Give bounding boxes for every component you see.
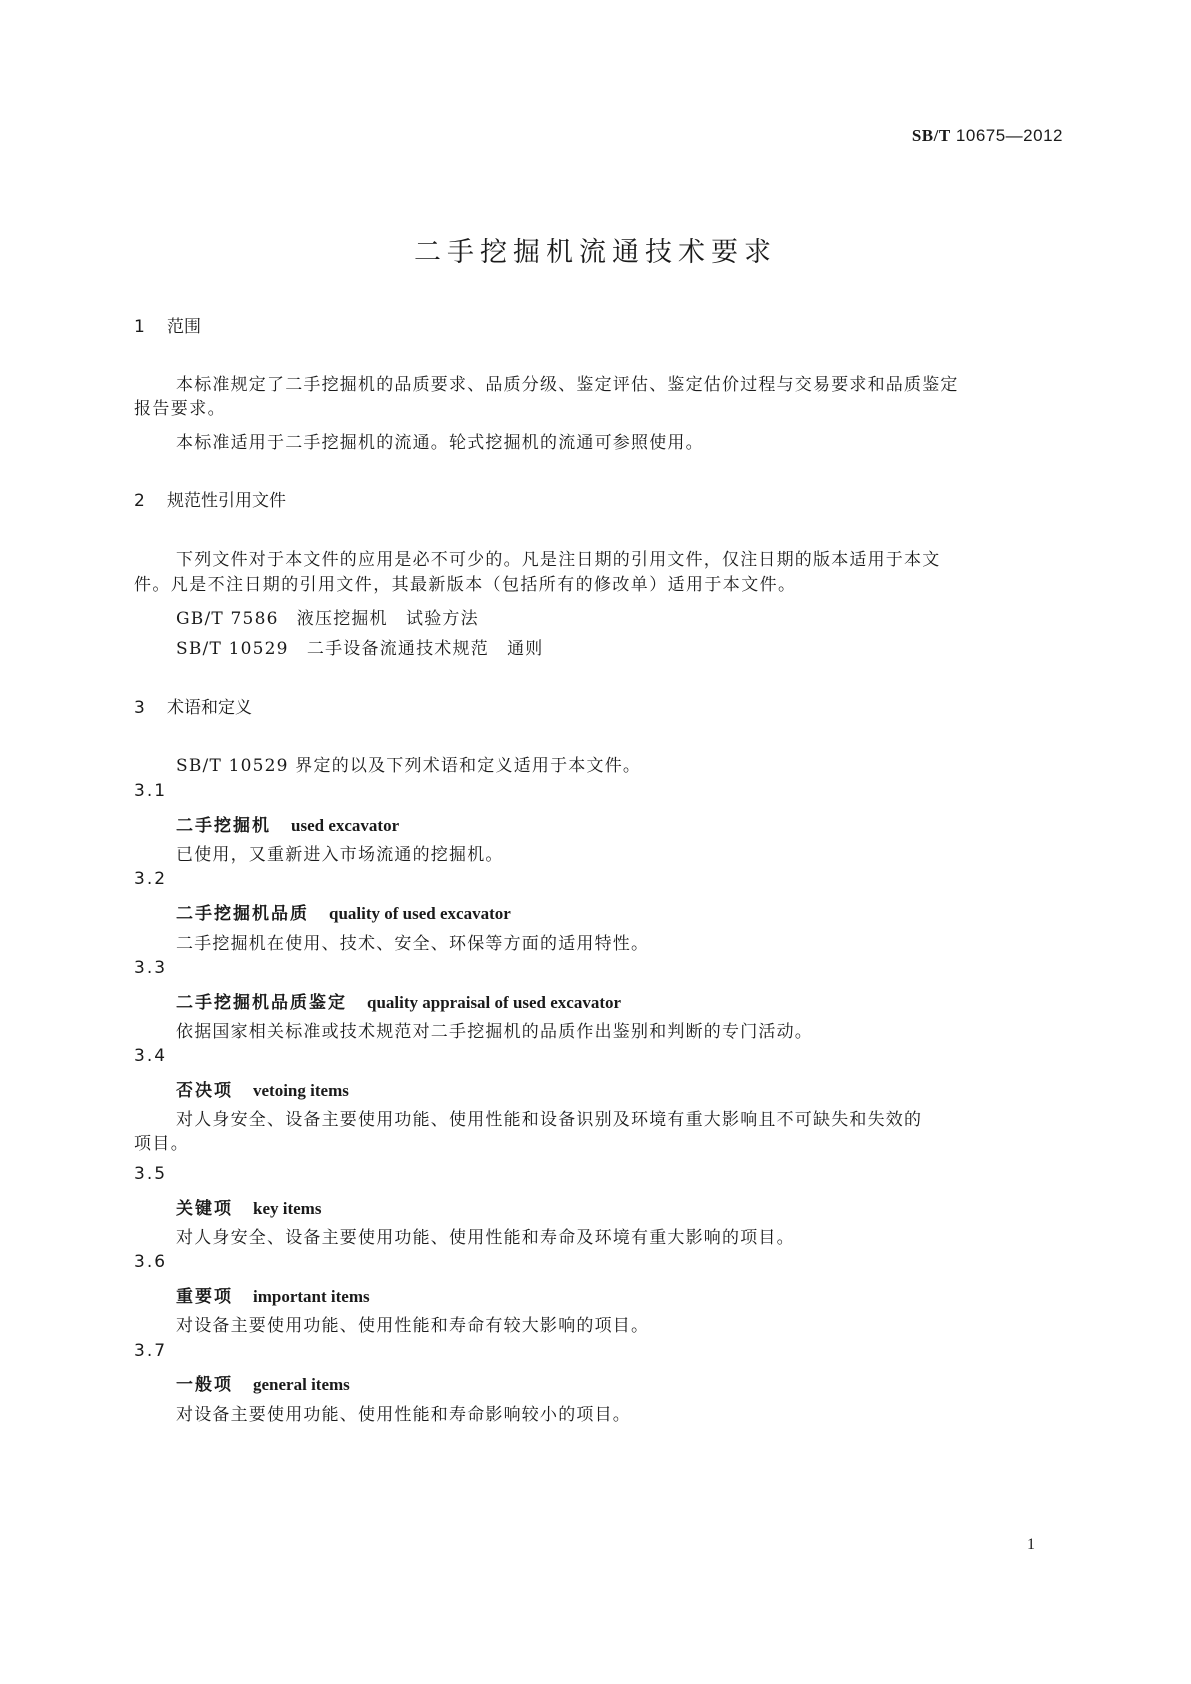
reference-item: GB/T 7586 液压挖掘机 试验方法 — [176, 609, 479, 629]
paragraph: 报告要求。 — [134, 399, 226, 419]
term-definition: 对设备主要使用功能、使用性能和寿命有较大影响的项目。 — [176, 1316, 650, 1336]
term-title: 关键项 key items — [176, 1199, 322, 1219]
term-title: 二手挖掘机 used excavator — [176, 816, 400, 836]
term-definition: 对设备主要使用功能、使用性能和寿命影响较小的项目。 — [176, 1405, 631, 1425]
document-title: 二手挖掘机流通技术要求 — [414, 237, 777, 268]
term-title: 二手挖掘机品质 quality of used excavator — [176, 904, 511, 924]
term-title: 重要项 important items — [176, 1287, 370, 1307]
term-definition: 二手挖掘机在使用、技术、安全、环保等方面的适用特性。 — [176, 934, 650, 954]
reference-item: SB/T 10529 二手设备流通技术规范 通则 — [176, 639, 544, 659]
section-heading-3: 3 术语和定义 — [134, 698, 252, 718]
term-definition: 对人身安全、设备主要使用功能、使用性能和寿命及环境有重大影响的项目。 — [176, 1228, 795, 1248]
term-definition: 依据国家相关标准或技术规范对二手挖掘机的品质作出鉴别和判断的专门活动。 — [176, 1022, 813, 1042]
paragraph: 下列文件对于本文件的应用是必不可少的。凡是注日期的引用文件，仅注日期的版本适用于本文 — [176, 550, 941, 570]
paragraph: 件。凡是不注日期的引用文件，其最新版本（包括所有的修改单）适用于本文件。 — [134, 575, 797, 595]
term-definition: 对人身安全、设备主要使用功能、使用性能和设备识别及环境有重大影响且不可缺失和失效的 — [176, 1110, 923, 1130]
term-definition: 项目。 — [134, 1134, 190, 1154]
paragraph: SB/T 10529 界定的以及下列术语和定义适用于本文件。 — [176, 756, 642, 776]
term-number: 3.3 — [134, 958, 168, 978]
section-heading-2: 2 规范性引用文件 — [134, 491, 286, 511]
page-number: 1 — [1027, 1536, 1035, 1553]
term-number: 3.6 — [134, 1252, 168, 1272]
term-number: 3.7 — [134, 1341, 168, 1361]
section-heading-1: 1 范围 — [134, 317, 201, 337]
paragraph: 本标准适用于二手挖掘机的流通。轮式挖掘机的流通可参照使用。 — [176, 433, 704, 453]
term-title: 一般项 general items — [176, 1375, 350, 1395]
paragraph: 本标准规定了二手挖掘机的品质要求、品质分级、鉴定评估、鉴定估价过程与交易要求和品质鉴定 — [176, 375, 959, 395]
term-definition: 已使用，又重新进入市场流通的挖掘机。 — [176, 845, 504, 865]
term-number: 3.1 — [134, 781, 168, 801]
term-number: 3.2 — [134, 869, 168, 889]
standard-code: SB/T 10675—2012 — [911, 126, 1063, 145]
term-number: 3.4 — [134, 1046, 168, 1066]
term-title: 否决项 vetoing items — [176, 1081, 349, 1101]
term-title: 二手挖掘机品质鉴定 quality appraisal of used excavator — [176, 993, 622, 1013]
term-number: 3.5 — [134, 1164, 168, 1184]
